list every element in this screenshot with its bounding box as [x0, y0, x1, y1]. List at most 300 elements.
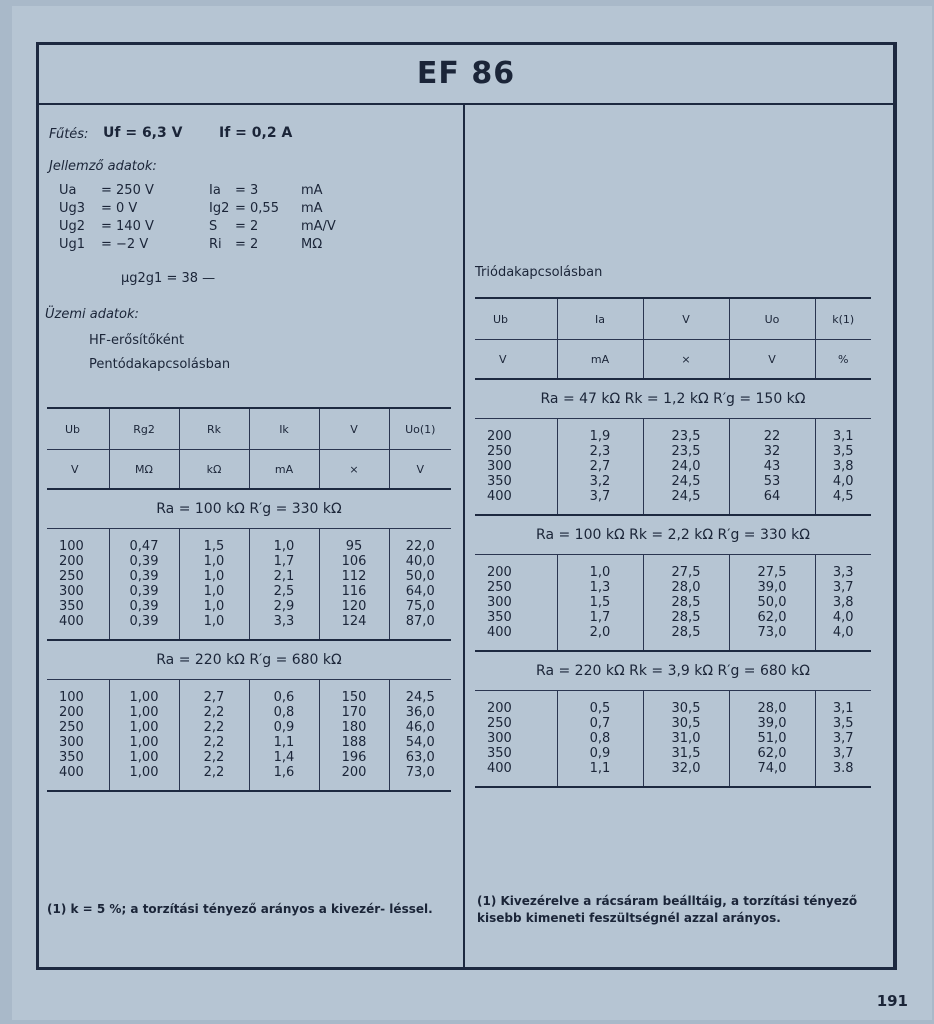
spacer-cell: [109, 629, 179, 640]
unit-cell: V: [389, 450, 451, 490]
table-cell: 50,0: [729, 595, 815, 610]
spacer-cell: [179, 680, 249, 691]
characteristic-cell: S: [209, 219, 218, 234]
spacer-cell: [249, 629, 319, 640]
table-cell: 64,0: [389, 584, 451, 599]
table-row: [47, 599, 451, 614]
condition-row: [47, 640, 451, 680]
table-row: [47, 765, 451, 780]
characteristic-cell: Ia: [209, 183, 221, 198]
spacer-cell: [643, 555, 729, 566]
spacer-cell: [557, 419, 643, 430]
table-cell: 3,3: [815, 565, 871, 580]
table-cell: 1,0: [179, 584, 249, 599]
spacer-cell: [475, 555, 557, 566]
unit-cell: V: [729, 340, 815, 380]
spacer-cell: [643, 504, 729, 515]
column-header: k(1): [815, 299, 871, 340]
table-cell: 400: [487, 761, 512, 776]
spacer-cell: [729, 776, 815, 787]
table-cell: 31,0: [643, 731, 729, 746]
spacer-cell: [815, 504, 871, 515]
table-row: [475, 716, 871, 731]
spacer-cell: [557, 504, 643, 515]
table-cell: 300: [487, 459, 512, 474]
table-cell: 196: [319, 750, 389, 765]
unit-row: [47, 450, 451, 490]
table-cell: 1,0: [179, 569, 249, 584]
header-row: [47, 409, 451, 450]
table-cell: 350: [487, 746, 512, 761]
table-cell: 400: [59, 765, 84, 780]
characteristics-heading: Jellemző adatok:: [49, 159, 157, 174]
table-cell: 87,0: [389, 614, 451, 629]
table-row: [475, 459, 871, 474]
table-cell: 1,7: [249, 554, 319, 569]
table-cell: 106: [319, 554, 389, 569]
unit-cell: %: [815, 340, 871, 380]
right-column: [465, 103, 893, 967]
table-cell: 3,7: [815, 746, 871, 761]
column-header: Rk: [179, 409, 249, 450]
spacer-cell: [47, 629, 109, 640]
table-cell: 2,7: [557, 459, 643, 474]
spacer-row: [47, 529, 451, 540]
table-cell: 46,0: [389, 720, 451, 735]
table-cell: 112: [319, 569, 389, 584]
spacer-cell: [475, 419, 557, 430]
unit-cell: V: [47, 450, 109, 490]
table-cell: 2,9: [249, 599, 319, 614]
operating-heading: Üzemi adatok:: [45, 307, 139, 322]
table-cell: 200: [487, 429, 512, 444]
table-cell: 0,9: [249, 720, 319, 735]
table-cell: 3,3: [249, 614, 319, 629]
table-cell: 1,0: [179, 554, 249, 569]
column-header: V: [319, 409, 389, 450]
right-footnote: (1) Kivezérelve a rácsáram beálltáig, a torzítási tényező kisebb kimeneti feszültségnél azzal arányos.: [477, 894, 858, 925]
table-cell: 1,1: [557, 761, 643, 776]
unit-row: [475, 340, 871, 380]
spacer-row: [475, 691, 871, 702]
table-cell: 1,00: [109, 690, 179, 705]
table-cell: 200: [487, 701, 512, 716]
table-cell: 74,0: [729, 761, 815, 776]
table-cell: 3,1: [815, 429, 871, 444]
unit-cell: ×: [319, 450, 389, 490]
column-header: Ik: [249, 409, 319, 450]
table-cell: 350: [487, 474, 512, 489]
table-row: [47, 735, 451, 750]
table-cell: 1,00: [109, 750, 179, 765]
table-cell: 3,7: [815, 731, 871, 746]
characteristic-cell: = 250 V: [101, 183, 154, 198]
table-cell: 23,5: [643, 444, 729, 459]
table-cell: 300: [487, 731, 512, 746]
table-cell: 3,5: [815, 716, 871, 731]
table-cell: 2,2: [179, 720, 249, 735]
unit-cell: V: [475, 340, 557, 380]
table-cell: 0,5: [557, 701, 643, 716]
table-row: [47, 705, 451, 720]
table-cell: 3,5: [815, 444, 871, 459]
condition-row: [475, 379, 871, 419]
table-cell: 73,0: [729, 625, 815, 640]
spacer-cell: [729, 419, 815, 430]
condition-label: Ra = 100 kΩ Rk = 2,2 kΩ R′g = 330 kΩ: [475, 515, 871, 555]
spacer-row: [475, 419, 871, 430]
table-cell: 1,6: [249, 765, 319, 780]
table-cell: 1,5: [557, 595, 643, 610]
spacer-cell: [109, 529, 179, 540]
table-cell: 27,5: [643, 565, 729, 580]
table-cell: 39,0: [729, 716, 815, 731]
spacer-row: [47, 780, 451, 791]
table-cell: 3.8: [815, 761, 871, 776]
table-cell: 23,5: [643, 429, 729, 444]
table-cell: 1,4: [249, 750, 319, 765]
table-cell: 2,3: [557, 444, 643, 459]
characteristic-cell: = 140 V: [101, 219, 154, 234]
characteristic-cell: mA/V: [301, 219, 336, 234]
column-header: Rg2: [109, 409, 179, 450]
table-cell: 250: [487, 444, 512, 459]
table-row: [475, 625, 871, 640]
spacer-row: [475, 640, 871, 651]
characteristic-cell: mA: [301, 201, 323, 216]
table-cell: 1,00: [109, 765, 179, 780]
characteristic-cell: MΩ: [301, 237, 323, 252]
table-cell: 120: [319, 599, 389, 614]
condition-label: Ra = 220 kΩ Rk = 3,9 kΩ R′g = 680 kΩ: [475, 651, 871, 691]
characteristic-cell: = 0,55: [235, 201, 279, 216]
table-cell: 400: [59, 614, 84, 629]
table-cell: 2,2: [179, 765, 249, 780]
unit-cell: ×: [643, 340, 729, 380]
spacer-cell: [815, 419, 871, 430]
spacer-cell: [643, 640, 729, 651]
table-cell: 400: [487, 489, 512, 504]
spacer-cell: [47, 780, 109, 791]
spacer-cell: [729, 504, 815, 515]
table-row: [47, 584, 451, 599]
table-row: [47, 554, 451, 569]
mu-value: μg2g1 = 38 —: [121, 271, 216, 286]
spacer-cell: [475, 691, 557, 702]
table-cell: 95: [319, 539, 389, 554]
table-row: [475, 701, 871, 716]
table-cell: 300: [59, 584, 84, 599]
table-cell: 250: [59, 569, 84, 584]
table-cell: 0,7: [557, 716, 643, 731]
table-cell: 2,1: [249, 569, 319, 584]
spacer-cell: [475, 776, 557, 787]
table-cell: 1,1: [249, 735, 319, 750]
table-cell: 54,0: [389, 735, 451, 750]
table-cell: 31,5: [643, 746, 729, 761]
table-cell: 51,0: [729, 731, 815, 746]
table-cell: 1,0: [179, 614, 249, 629]
operating-mode: HF-erősítőként: [89, 333, 185, 348]
table-cell: 24,5: [389, 690, 451, 705]
spacer-cell: [179, 629, 249, 640]
table-cell: 1,3: [557, 580, 643, 595]
column-header: Uo: [729, 299, 815, 340]
unit-cell: MΩ: [109, 450, 179, 490]
characteristic-cell: Ug1: [59, 237, 86, 252]
unit-cell: mA: [249, 450, 319, 490]
table-row: [475, 429, 871, 444]
spacer-cell: [319, 680, 389, 691]
spacer-cell: [319, 529, 389, 540]
table-cell: 1,0: [557, 565, 643, 580]
characteristic-cell: Ri: [209, 237, 222, 252]
table-cell: 4,0: [815, 474, 871, 489]
header-row: [475, 299, 871, 340]
left-footnote: (1) k = 5 %; a torzítási tényező arányos a kivezér- léssel.: [47, 902, 433, 916]
table-row: [475, 610, 871, 625]
table-row: [47, 569, 451, 584]
spacer-cell: [815, 555, 871, 566]
table-cell: 64: [729, 489, 815, 504]
spacer-row: [47, 680, 451, 691]
spacer-cell: [729, 555, 815, 566]
condition-label: Ra = 47 kΩ Rk = 1,2 kΩ R′g = 150 kΩ: [475, 379, 871, 419]
table-cell: 2,2: [179, 750, 249, 765]
column-header: Ia: [557, 299, 643, 340]
table-cell: 0,8: [249, 705, 319, 720]
book-page: [12, 6, 932, 1020]
pentode-table: [47, 409, 451, 792]
table-cell: 0,47: [109, 539, 179, 554]
table-cell: 63,0: [389, 750, 451, 765]
spacer-cell: [557, 691, 643, 702]
characteristic-cell: = −2 V: [101, 237, 149, 252]
table-cell: 180: [319, 720, 389, 735]
condition-label: Ra = 220 kΩ R′g = 680 kΩ: [47, 640, 451, 680]
table-row: [47, 539, 451, 554]
table-row: [475, 474, 871, 489]
spacer-row: [475, 504, 871, 515]
table-cell: 30,5: [643, 701, 729, 716]
condition-row: [47, 489, 451, 529]
condition-row: [475, 515, 871, 555]
characteristic-cell: = 2: [235, 219, 259, 234]
table-cell: 1,00: [109, 735, 179, 750]
table-cell: 3,8: [815, 459, 871, 474]
table-cell: 3,2: [557, 474, 643, 489]
table-cell: 4,0: [815, 625, 871, 640]
table-row: [475, 580, 871, 595]
table-cell: 2,0: [557, 625, 643, 640]
table-row: [47, 690, 451, 705]
table-cell: 3,7: [557, 489, 643, 504]
table-cell: 27,5: [729, 565, 815, 580]
table-cell: 62,0: [729, 746, 815, 761]
table-cell: 2,7: [179, 690, 249, 705]
heating-label: Fűtés:: [49, 127, 89, 142]
spacer-cell: [643, 691, 729, 702]
table-cell: 1,5: [179, 539, 249, 554]
table-cell: 0,39: [109, 584, 179, 599]
table-cell: 28,0: [729, 701, 815, 716]
characteristic-cell: Ig2: [209, 201, 230, 216]
characteristic-cell: = 0 V: [101, 201, 138, 216]
column-header: Uo(1): [389, 409, 451, 450]
table-cell: 100: [59, 539, 84, 554]
table-cell: 73,0: [389, 765, 451, 780]
table-cell: 2,2: [179, 735, 249, 750]
table-cell: 0,39: [109, 614, 179, 629]
spacer-cell: [557, 640, 643, 651]
column-header: Ub: [47, 409, 109, 450]
table-row: [47, 614, 451, 629]
spacer-cell: [557, 555, 643, 566]
table-cell: 188: [319, 735, 389, 750]
table-cell: 3,8: [815, 595, 871, 610]
table-cell: 0,6: [249, 690, 319, 705]
table-cell: 1,0: [249, 539, 319, 554]
table-cell: 1,00: [109, 705, 179, 720]
table-cell: 250: [487, 580, 512, 595]
table-cell: 0,8: [557, 731, 643, 746]
datasheet-frame: [36, 42, 897, 970]
table-cell: 32: [729, 444, 815, 459]
table-cell: 170: [319, 705, 389, 720]
table-row: [475, 746, 871, 761]
table-row: [475, 489, 871, 504]
table-cell: 24,5: [643, 474, 729, 489]
table-cell: 350: [59, 750, 84, 765]
table-cell: 0,39: [109, 569, 179, 584]
spacer-cell: [249, 780, 319, 791]
table-row: [47, 750, 451, 765]
spacer-cell: [249, 529, 319, 540]
table-cell: 300: [59, 735, 84, 750]
spacer-cell: [109, 780, 179, 791]
table-cell: 22,0: [389, 539, 451, 554]
table-cell: 62,0: [729, 610, 815, 625]
table-cell: 30,5: [643, 716, 729, 731]
table-cell: 116: [319, 584, 389, 599]
table-cell: 3,7: [815, 580, 871, 595]
table-cell: 50,0: [389, 569, 451, 584]
table-cell: 250: [59, 720, 84, 735]
characteristic-cell: Ug3: [59, 201, 86, 216]
table-cell: 28,5: [643, 595, 729, 610]
table-cell: 200: [487, 565, 512, 580]
table-cell: 39,0: [729, 580, 815, 595]
table-cell: 100: [59, 690, 84, 705]
table-cell: 24,5: [643, 489, 729, 504]
condition-row: [475, 651, 871, 691]
unit-cell: kΩ: [179, 450, 249, 490]
operating-connection: Pentódakapcsolásban: [89, 357, 231, 372]
table-cell: 0,39: [109, 554, 179, 569]
table-cell: 40,0: [389, 554, 451, 569]
characteristic-cell: mA: [301, 183, 323, 198]
tube-title: EF 86: [39, 45, 893, 105]
table-cell: 24,0: [643, 459, 729, 474]
spacer-cell: [815, 640, 871, 651]
table-cell: 32,0: [643, 761, 729, 776]
table-cell: 4,5: [815, 489, 871, 504]
heating-current: If = 0,2 A: [219, 125, 293, 141]
spacer-cell: [249, 680, 319, 691]
table-cell: 250: [487, 716, 512, 731]
table-cell: 1,0: [179, 599, 249, 614]
table-cell: 200: [59, 554, 84, 569]
table-cell: 43: [729, 459, 815, 474]
triode-heading: Triódakapcsolásban: [475, 265, 603, 280]
spacer-cell: [389, 680, 451, 691]
table-cell: 350: [487, 610, 512, 625]
characteristic-cell: Ug2: [59, 219, 86, 234]
table-cell: 0,9: [557, 746, 643, 761]
table-cell: 36,0: [389, 705, 451, 720]
spacer-cell: [389, 780, 451, 791]
spacer-cell: [179, 529, 249, 540]
heating-voltage: Uf = 6,3 V: [103, 125, 183, 141]
table-cell: 350: [59, 599, 84, 614]
column-header: Ub: [475, 299, 557, 340]
table-cell: 3,1: [815, 701, 871, 716]
spacer-cell: [557, 776, 643, 787]
spacer-cell: [47, 680, 109, 691]
table-cell: 1,00: [109, 720, 179, 735]
table-cell: 28,5: [643, 610, 729, 625]
table-cell: 28,5: [643, 625, 729, 640]
left-column: [39, 103, 463, 967]
triode-table: [475, 299, 871, 788]
table-cell: 4,0: [815, 610, 871, 625]
table-cell: 300: [487, 595, 512, 610]
spacer-cell: [815, 776, 871, 787]
spacer-cell: [47, 529, 109, 540]
table-row: [475, 731, 871, 746]
spacer-cell: [389, 529, 451, 540]
characteristic-cell: = 3: [235, 183, 259, 198]
table-cell: 53: [729, 474, 815, 489]
table-cell: 2,2: [179, 705, 249, 720]
table-cell: 200: [319, 765, 389, 780]
table-cell: 22: [729, 429, 815, 444]
table-row: [475, 761, 871, 776]
spacer-cell: [319, 629, 389, 640]
table-row: [475, 595, 871, 610]
table-cell: 124: [319, 614, 389, 629]
characteristic-cell: = 2: [235, 237, 259, 252]
table-cell: 200: [59, 705, 84, 720]
spacer-cell: [389, 629, 451, 640]
table-cell: 2,5: [249, 584, 319, 599]
characteristic-cell: Ua: [59, 183, 77, 198]
table-cell: 75,0: [389, 599, 451, 614]
spacer-cell: [179, 780, 249, 791]
spacer-cell: [643, 419, 729, 430]
table-cell: 0,39: [109, 599, 179, 614]
table-row: [475, 444, 871, 459]
spacer-row: [475, 555, 871, 566]
unit-cell: mA: [557, 340, 643, 380]
table-cell: 1,9: [557, 429, 643, 444]
table-row: [47, 720, 451, 735]
table-cell: 28,0: [643, 580, 729, 595]
spacer-cell: [729, 640, 815, 651]
spacer-cell: [319, 780, 389, 791]
spacer-cell: [109, 680, 179, 691]
spacer-row: [475, 776, 871, 787]
